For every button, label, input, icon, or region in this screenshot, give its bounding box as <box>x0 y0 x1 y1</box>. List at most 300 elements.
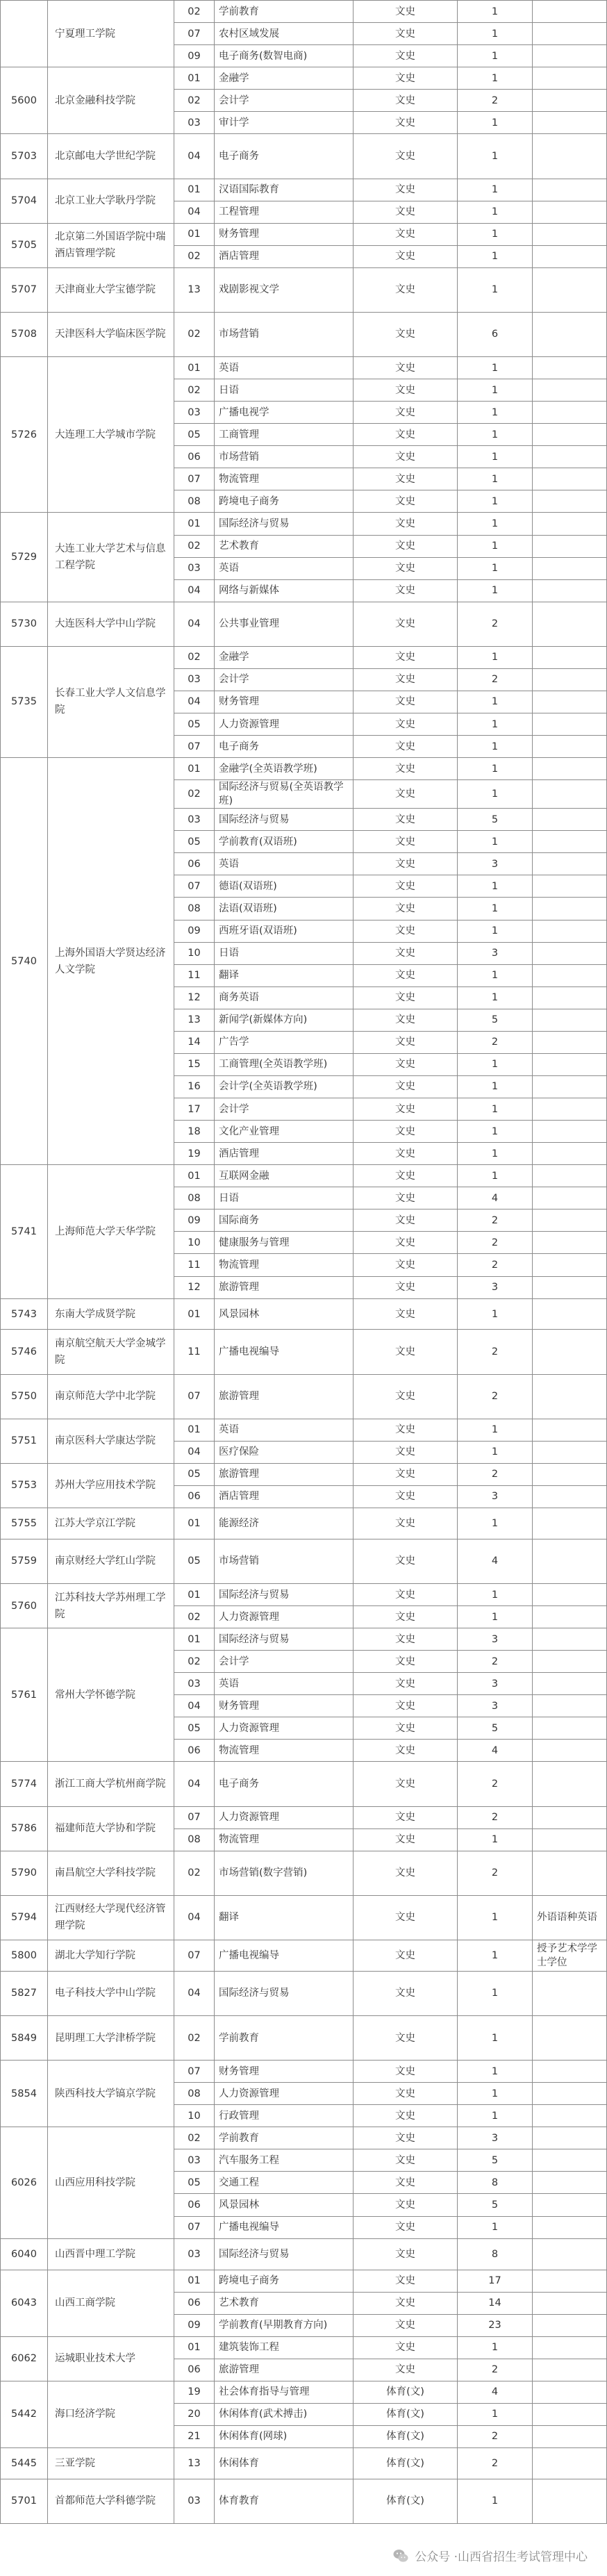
major-code: 06 <box>174 2359 215 2381</box>
major-name: 汽车服务工程 <box>215 2149 354 2172</box>
remarks <box>533 1254 607 1276</box>
school-code: 6040 <box>1 2238 48 2270</box>
remarks <box>533 67 607 90</box>
major-code: 04 <box>174 1971 215 2015</box>
table-row <box>1 2381 607 2403</box>
plan-count: 1 <box>458 2403 533 2425</box>
remarks <box>533 1098 607 1121</box>
table-row <box>1 2015 607 2060</box>
plan-count: 1 <box>458 201 533 223</box>
school-name: 江西财经大学现代经济管理学院 <box>48 1895 174 1940</box>
remarks <box>533 1463 607 1485</box>
category: 文史 <box>354 2238 458 2270</box>
school-name: 山西应用科技学院 <box>48 2127 174 2238</box>
remarks <box>533 1851 607 1895</box>
category: 文史 <box>354 1374 458 1419</box>
category: 文史 <box>354 2061 458 2083</box>
plan-count: 1 <box>458 1971 533 2015</box>
major-code: 02 <box>174 2015 215 2060</box>
watermark-prefix: 公众号 · <box>415 2550 458 2564</box>
table-row <box>1 2448 607 2479</box>
major-code: 19 <box>174 1143 215 1165</box>
category: 文史 <box>354 23 458 45</box>
category: 文史 <box>354 668 458 691</box>
plan-count: 5 <box>458 2194 533 2216</box>
major-name: 金融学(全英语教学班) <box>215 758 354 780</box>
school-code: 5794 <box>1 1895 48 1940</box>
major-name: 广告学 <box>215 1031 354 1053</box>
plan-count: 2 <box>458 1851 533 1895</box>
table-row <box>1 1 607 23</box>
remarks <box>533 45 607 67</box>
school-code: 5753 <box>1 1463 48 1508</box>
remarks <box>533 2425 607 2447</box>
remarks <box>533 446 607 468</box>
school-code: 5703 <box>1 134 48 179</box>
category: 文史 <box>354 112 458 134</box>
table-row <box>1 2238 607 2270</box>
table-row <box>1 1539 607 1583</box>
major-name: 国际经济与贸易 <box>215 2238 354 2270</box>
plan-count: 5 <box>458 2149 533 2172</box>
remarks <box>533 245 607 267</box>
remarks <box>533 2381 607 2403</box>
major-code: 07 <box>174 23 215 45</box>
major-code: 09 <box>174 45 215 67</box>
school-name: 天津商业大学宝德学院 <box>48 267 174 312</box>
major-code: 07 <box>174 875 215 898</box>
school-code: 5790 <box>1 1851 48 1895</box>
plan-count: 1 <box>458 1583 533 1605</box>
remarks <box>533 2314 607 2336</box>
major-name: 物流管理 <box>215 1828 354 1851</box>
category: 文史 <box>354 1539 458 1583</box>
major-code: 01 <box>174 357 215 379</box>
major-name: 日语 <box>215 379 354 402</box>
plan-count: 1 <box>458 1075 533 1098</box>
major-name: 电子商务 <box>215 134 354 179</box>
major-name: 学前教育(早期教育方向) <box>215 2314 354 2336</box>
remarks <box>533 1441 607 1463</box>
major-name: 会计学 <box>215 1651 354 1673</box>
remarks <box>533 1374 607 1419</box>
remarks <box>533 1232 607 1254</box>
major-code: 02 <box>174 780 215 809</box>
remarks <box>533 201 607 223</box>
category: 文史 <box>354 713 458 736</box>
remarks <box>533 2403 607 2425</box>
category: 文史 <box>354 1121 458 1143</box>
category: 文史 <box>354 90 458 112</box>
major-code: 11 <box>174 1254 215 1276</box>
school-code: 5786 <box>1 1806 48 1851</box>
category: 文史 <box>354 67 458 90</box>
school-code: 5726 <box>1 357 48 513</box>
major-code: 05 <box>174 424 215 446</box>
remarks <box>533 780 607 809</box>
remarks <box>533 2083 607 2105</box>
remarks <box>533 1628 607 1651</box>
remarks <box>533 1695 607 1717</box>
major-name: 物流管理 <box>215 468 354 490</box>
plan-count: 4 <box>458 1539 533 1583</box>
plan-count: 2 <box>458 668 533 691</box>
major-code: 07 <box>174 2061 215 2083</box>
major-name: 国际经济与贸易(全英语教学班) <box>215 780 354 809</box>
remarks <box>533 1508 607 1539</box>
major-name: 会计学 <box>215 668 354 691</box>
school-code: 5761 <box>1 1628 48 1762</box>
major-name: 物流管理 <box>215 1740 354 1762</box>
plan-count: 1 <box>458 179 533 201</box>
remarks <box>533 1031 607 1053</box>
remarks <box>533 1298 607 1330</box>
major-code: 04 <box>174 602 215 646</box>
plan-count: 2 <box>458 1232 533 1254</box>
plan-count: 4 <box>458 2381 533 2403</box>
major-name: 西班牙语(双语班) <box>215 920 354 942</box>
category: 文史 <box>354 223 458 245</box>
remarks <box>533 1539 607 1583</box>
remarks <box>533 513 607 535</box>
remarks <box>533 964 607 986</box>
plan-count: 1 <box>458 267 533 312</box>
major-code: 16 <box>174 1075 215 1098</box>
category: 文史 <box>354 1673 458 1695</box>
plan-count: 14 <box>458 2292 533 2314</box>
school-code: 5442 <box>1 2381 48 2447</box>
school-name: 上海师范大学天华学院 <box>48 1165 174 1298</box>
major-name: 会计学(全英语教学班) <box>215 1075 354 1098</box>
category: 文史 <box>354 831 458 853</box>
major-code: 11 <box>174 1330 215 1374</box>
plan-count: 1 <box>458 1298 533 1330</box>
major-name: 工商管理(全英语教学班) <box>215 1053 354 1075</box>
major-name: 新闻学(新媒体方向) <box>215 1009 354 1031</box>
major-name: 人力资源管理 <box>215 713 354 736</box>
plan-count: 1 <box>458 920 533 942</box>
major-code: 04 <box>174 691 215 713</box>
category: 体育(文) <box>354 2403 458 2425</box>
major-name: 戏剧影视文学 <box>215 267 354 312</box>
major-name: 英语 <box>215 1673 354 1695</box>
table-row <box>1 1895 607 1940</box>
major-code: 07 <box>174 1374 215 1419</box>
plan-count: 1 <box>458 513 533 535</box>
remarks <box>533 424 607 446</box>
major-code: 05 <box>174 713 215 736</box>
category: 文史 <box>354 736 458 758</box>
plan-count: 3 <box>458 1276 533 1298</box>
category: 文史 <box>354 875 458 898</box>
remarks <box>533 557 607 579</box>
plan-count: 2 <box>458 1374 533 1419</box>
school-code: 6026 <box>1 2127 48 2238</box>
remarks <box>533 668 607 691</box>
table-row <box>1 1806 607 1828</box>
major-name: 翻译 <box>215 1895 354 1940</box>
major-name: 英语 <box>215 357 354 379</box>
category: 文史 <box>354 1762 458 1806</box>
remarks <box>533 2015 607 2060</box>
plan-count: 3 <box>458 1628 533 1651</box>
remarks <box>533 942 607 964</box>
category: 文史 <box>354 1740 458 1762</box>
category: 文史 <box>354 267 458 312</box>
school-name: 江苏大学京江学院 <box>48 1508 174 1539</box>
category: 文史 <box>354 1276 458 1298</box>
major-code: 02 <box>174 90 215 112</box>
major-code: 02 <box>174 535 215 557</box>
major-code: 02 <box>174 245 215 267</box>
category: 文史 <box>354 2270 458 2292</box>
school-code: 5849 <box>1 2015 48 2060</box>
major-code: 04 <box>174 1695 215 1717</box>
remarks <box>533 223 607 245</box>
plan-count: 5 <box>458 1717 533 1740</box>
table-row <box>1 1330 607 1374</box>
remarks <box>533 1121 607 1143</box>
category: 文史 <box>354 1031 458 1053</box>
remarks <box>533 2270 607 2292</box>
school-name: 宁夏理工学院 <box>48 1 174 67</box>
plan-count: 1 <box>458 112 533 134</box>
category: 文史 <box>354 1895 458 1940</box>
major-name: 财务管理 <box>215 223 354 245</box>
plan-count: 1 <box>458 2336 533 2359</box>
major-code: 03 <box>174 2479 215 2523</box>
category: 文史 <box>354 2172 458 2194</box>
remarks <box>533 1971 607 2015</box>
school-code: 5445 <box>1 2448 48 2479</box>
category: 文史 <box>354 2083 458 2105</box>
major-code: 02 <box>174 1851 215 1895</box>
major-name: 休闲体育(武术搏击) <box>215 2403 354 2425</box>
major-code: 07 <box>174 1806 215 1828</box>
major-name: 物流管理 <box>215 1254 354 1276</box>
remarks <box>533 468 607 490</box>
category: 文史 <box>354 312 458 356</box>
school-name: 电子科技大学中山学院 <box>48 1971 174 2015</box>
major-code: 02 <box>174 1651 215 1673</box>
major-name: 学前教育 <box>215 2015 354 2060</box>
category: 文史 <box>354 2127 458 2149</box>
category: 文史 <box>354 1717 458 1740</box>
category: 文史 <box>354 2015 458 2060</box>
major-code: 01 <box>174 1583 215 1605</box>
remarks <box>533 1 607 23</box>
plan-count: 3 <box>458 1485 533 1508</box>
school-code: 5746 <box>1 1330 48 1374</box>
major-code: 06 <box>174 2194 215 2216</box>
major-name: 国际经济与贸易 <box>215 809 354 831</box>
category: 文史 <box>354 898 458 920</box>
category: 体育(文) <box>354 2381 458 2403</box>
school-name: 大连工业大学艺术与信息工程学院 <box>48 513 174 602</box>
category: 文史 <box>354 758 458 780</box>
plan-count: 17 <box>458 2270 533 2292</box>
plan-count: 2 <box>458 2359 533 2381</box>
remarks <box>533 1673 607 1695</box>
major-name: 公共事业管理 <box>215 602 354 646</box>
major-name: 英语 <box>215 853 354 875</box>
school-name: 首都师范大学科德学院 <box>48 2479 174 2523</box>
school-name: 陕西科技大学镐京学院 <box>48 2061 174 2127</box>
major-code: 08 <box>174 2083 215 2105</box>
category: 文史 <box>354 379 458 402</box>
remarks <box>533 179 607 201</box>
plan-count: 1 <box>458 986 533 1009</box>
school-code: 5730 <box>1 602 48 646</box>
plan-count: 1 <box>458 357 533 379</box>
major-code: 03 <box>174 809 215 831</box>
category: 文史 <box>354 2359 458 2381</box>
plan-count: 1 <box>458 1606 533 1628</box>
major-code: 07 <box>174 2216 215 2238</box>
remarks <box>533 646 607 668</box>
major-name: 跨境电子商务 <box>215 490 354 513</box>
table-row <box>1 1419 607 1441</box>
school-name: 北京邮电大学世纪学院 <box>48 134 174 179</box>
remarks <box>533 1762 607 1806</box>
major-name: 健康服务与管理 <box>215 1232 354 1254</box>
category: 文史 <box>354 1053 458 1075</box>
major-code: 06 <box>174 1740 215 1762</box>
school-name: 苏州大学应用技术学院 <box>48 1463 174 1508</box>
plan-count: 1 <box>458 646 533 668</box>
school-code: 5800 <box>1 1940 48 1971</box>
major-name: 酒店管理 <box>215 245 354 267</box>
plan-count: 1 <box>458 45 533 67</box>
table-row <box>1 357 607 379</box>
category: 文史 <box>354 1330 458 1374</box>
category: 文史 <box>354 1508 458 1539</box>
major-name: 日语 <box>215 1187 354 1209</box>
category: 文史 <box>354 2105 458 2127</box>
major-name: 电子商务 <box>215 736 354 758</box>
major-code: 03 <box>174 2149 215 2172</box>
major-code: 02 <box>174 379 215 402</box>
table-row <box>1 513 607 535</box>
major-name: 电子商务 <box>215 1762 354 1806</box>
major-code: 03 <box>174 112 215 134</box>
table-row <box>1 602 607 646</box>
school-code: 5774 <box>1 1762 48 1806</box>
wechat-icon <box>392 2548 409 2564</box>
major-name: 工程管理 <box>215 201 354 223</box>
major-name: 财务管理 <box>215 1695 354 1717</box>
major-name: 英语 <box>215 1419 354 1441</box>
school-name: 南昌航空大学科技学院 <box>48 1851 174 1895</box>
category: 文史 <box>354 1254 458 1276</box>
remarks <box>533 2149 607 2172</box>
major-name: 旅游管理 <box>215 1463 354 1485</box>
table-row <box>1 1374 607 1419</box>
remarks <box>533 758 607 780</box>
major-name: 英语 <box>215 557 354 579</box>
category: 文史 <box>354 245 458 267</box>
school-name: 山西工商学院 <box>48 2270 174 2336</box>
major-code: 14 <box>174 1031 215 1053</box>
remarks <box>533 112 607 134</box>
watermark-account-name: 山西省招生考试管理中心 <box>458 2550 588 2564</box>
plan-count: 8 <box>458 2172 533 2194</box>
category: 文史 <box>354 1628 458 1651</box>
major-name: 汉语国际教育 <box>215 179 354 201</box>
table-row <box>1 1940 607 1971</box>
plan-count: 2 <box>458 1209 533 1232</box>
remarks <box>533 2216 607 2238</box>
plan-count: 2 <box>458 602 533 646</box>
category: 文史 <box>354 2314 458 2336</box>
table-row <box>1 1628 607 1651</box>
school-code: 5704 <box>1 179 48 223</box>
category: 文史 <box>354 1485 458 1508</box>
major-name: 风景园林 <box>215 1298 354 1330</box>
category: 文史 <box>354 490 458 513</box>
remarks <box>533 602 607 646</box>
category: 文史 <box>354 1009 458 1031</box>
category: 文史 <box>354 424 458 446</box>
category: 文史 <box>354 1209 458 1232</box>
category: 文史 <box>354 2216 458 2238</box>
remarks <box>533 920 607 942</box>
category: 文史 <box>354 579 458 602</box>
school-name: 大连医科大学中山学院 <box>48 602 174 646</box>
remarks <box>533 357 607 379</box>
plan-count: 1 <box>458 490 533 513</box>
remarks <box>533 986 607 1009</box>
table-row <box>1 2061 607 2083</box>
major-code: 01 <box>174 2270 215 2292</box>
plan-count: 1 <box>458 579 533 602</box>
category: 文史 <box>354 1463 458 1485</box>
major-name: 农村区域发展 <box>215 23 354 45</box>
category: 文史 <box>354 1583 458 1605</box>
table-row <box>1 1508 607 1539</box>
plan-count: 1 <box>458 245 533 267</box>
remarks <box>533 2479 607 2523</box>
plan-count: 2 <box>458 1806 533 1828</box>
remarks <box>533 736 607 758</box>
table-row <box>1 758 607 780</box>
major-name: 酒店管理 <box>215 1143 354 1165</box>
major-code: 10 <box>174 2105 215 2127</box>
plan-count: 3 <box>458 2127 533 2149</box>
table-row <box>1 2336 607 2359</box>
major-code: 13 <box>174 267 215 312</box>
category: 文史 <box>354 513 458 535</box>
plan-count: 23 <box>458 2314 533 2336</box>
remarks: 授予艺术学学士学位 <box>533 1940 607 1971</box>
remarks <box>533 267 607 312</box>
remarks <box>533 875 607 898</box>
major-name: 社会体育指导与管理 <box>215 2381 354 2403</box>
major-code: 05 <box>174 1539 215 1583</box>
remarks <box>533 1651 607 1673</box>
major-code: 10 <box>174 942 215 964</box>
plan-count: 1 <box>458 1121 533 1143</box>
school-code: 5740 <box>1 758 48 1165</box>
category: 文史 <box>354 1232 458 1254</box>
school-name: 三亚学院 <box>48 2448 174 2479</box>
category: 文史 <box>354 2194 458 2216</box>
category: 文史 <box>354 402 458 424</box>
plan-count: 1 <box>458 535 533 557</box>
remarks <box>533 134 607 179</box>
major-code: 01 <box>174 1298 215 1330</box>
category: 文史 <box>354 646 458 668</box>
